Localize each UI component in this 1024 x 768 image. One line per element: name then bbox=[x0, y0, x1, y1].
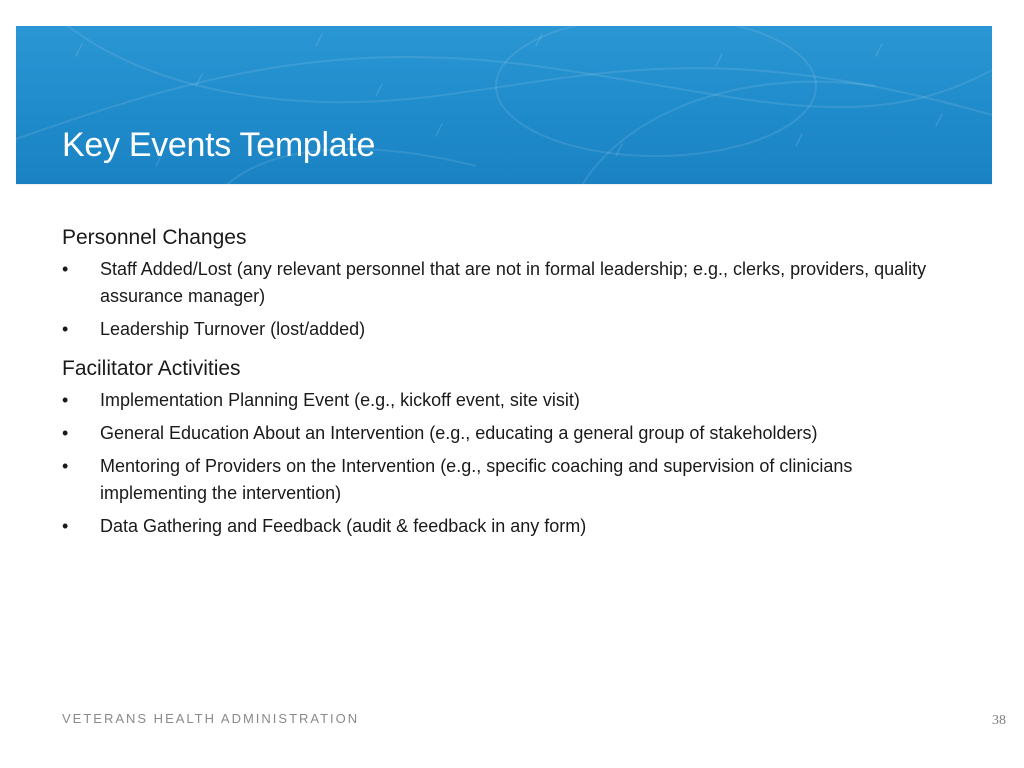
section-heading: Facilitator Activities bbox=[62, 357, 241, 380]
section-facilitator-activities bbox=[62, 355, 962, 540]
bullet-icon: • bbox=[62, 319, 69, 339]
list-item-text: Leadership Turnover (lost/added) bbox=[100, 319, 366, 339]
list-item bbox=[62, 256, 930, 310]
page-number: 38 bbox=[992, 713, 1006, 728]
list-item-text: Implementation Planning Event (e.g., kickoff event, site visit) bbox=[100, 390, 580, 410]
slide-content bbox=[62, 224, 962, 546]
bullet-icon: • bbox=[62, 259, 69, 279]
bullet-list bbox=[62, 387, 962, 540]
list-item bbox=[62, 387, 930, 414]
list-item bbox=[62, 513, 930, 540]
footer-organization: VETERANS HEALTH ADMINISTRATION bbox=[62, 711, 360, 726]
list-item bbox=[62, 420, 930, 447]
bullet-icon: • bbox=[62, 516, 69, 536]
list-item-text: General Education About an Intervention (e.g., educating a general group of stakeholders) bbox=[100, 423, 818, 443]
bullet-icon: • bbox=[62, 390, 69, 410]
list-item-text: Mentoring of Providers on the Intervention (e.g., specific coaching and supervision of clinicians implementing the intervention) bbox=[100, 456, 853, 503]
list-item-text: Data Gathering and Feedback (audit & feedback in any form) bbox=[100, 516, 587, 536]
section-personnel-changes bbox=[62, 224, 962, 343]
bullet-icon: • bbox=[62, 423, 69, 443]
title-banner bbox=[16, 26, 992, 184]
list-item bbox=[62, 316, 930, 343]
list-item bbox=[62, 453, 930, 507]
list-item-text: Staff Added/Lost (any relevant personnel that are not in formal leadership; e.g., clerks, providers, quality assurance manager) bbox=[100, 259, 927, 306]
bullet-list bbox=[62, 256, 962, 343]
bullet-icon: • bbox=[62, 456, 69, 476]
section-heading: Personnel Changes bbox=[62, 226, 247, 249]
page-title: Key Events Template bbox=[62, 126, 376, 164]
